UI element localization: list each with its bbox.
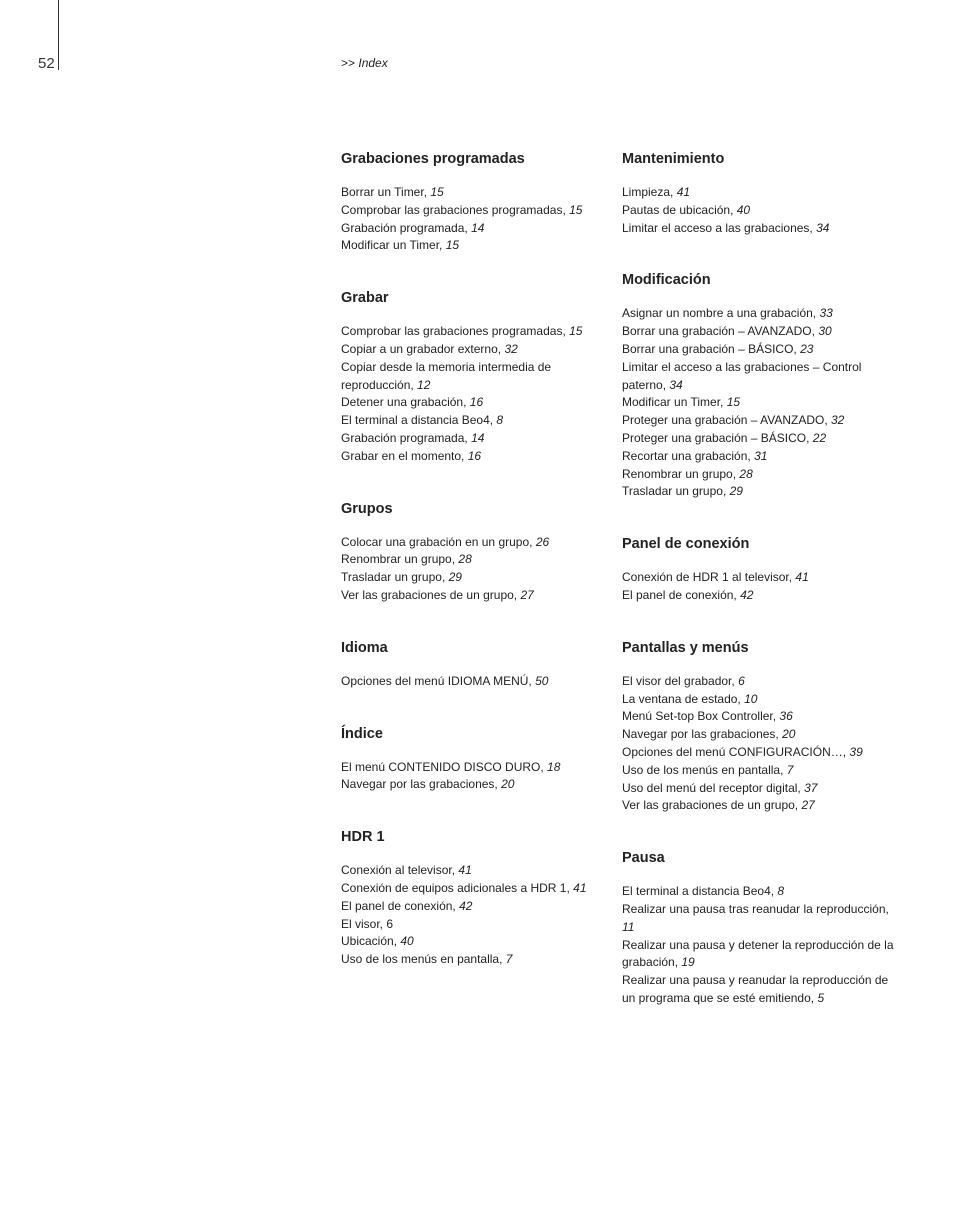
entry-text: Navegar por las grabaciones, <box>341 777 502 792</box>
entry-text: Renombrar un grupo, <box>622 466 740 481</box>
entry-text: El visor del grabador, <box>622 673 739 688</box>
index-entry <box>622 202 897 220</box>
entry-text: Ver las grabaciones de un grupo, <box>622 798 802 813</box>
entry-text: Ubicación, <box>341 934 401 949</box>
index-section <box>622 146 897 237</box>
entry-list <box>341 759 616 795</box>
index-entry <box>622 184 897 202</box>
entry-page-number: 27 <box>801 798 815 813</box>
entry-page-number: 37 <box>804 780 818 795</box>
entry-page-number: 42 <box>459 898 473 913</box>
index-entry <box>622 305 897 323</box>
index-section <box>341 496 616 605</box>
entry-text: Limitar el acceso a las grabaciones, <box>622 220 817 235</box>
entry-page-number: 33 <box>819 306 833 321</box>
entry-text: Conexión al televisor, <box>341 863 459 878</box>
entry-page-number: 28 <box>739 466 753 481</box>
entry-page-number: 22 <box>812 430 827 445</box>
entry-text: Detener una grabación, <box>341 395 470 410</box>
index-entry <box>622 726 897 744</box>
entry-text: Uso del menú del receptor digital, <box>622 780 805 795</box>
index-entry <box>622 972 897 1008</box>
entry-text: La ventana de estado, <box>622 691 745 706</box>
entry-text: Ver las grabaciones de un grupo, <box>341 587 521 602</box>
running-head <box>341 56 388 70</box>
entry-page-number: 12 <box>417 377 431 392</box>
index-section <box>341 285 616 465</box>
index-entry <box>622 708 897 726</box>
index-entry <box>622 762 897 780</box>
index-section <box>341 146 616 255</box>
entry-page-number: 29 <box>729 484 743 499</box>
index-entry <box>622 797 897 815</box>
index-section <box>622 267 897 501</box>
entry-text: Grabar en el momento, <box>341 448 468 463</box>
entry-page-number: 15 <box>569 324 583 339</box>
index-entry <box>622 883 897 901</box>
entry-page-number: 41 <box>676 185 691 199</box>
index-column-left <box>341 146 616 999</box>
entry-page-number: 23 <box>800 341 814 356</box>
index-entry <box>341 184 616 202</box>
section-heading: Modificación <box>622 272 711 289</box>
entry-page-number: 11 <box>622 919 635 934</box>
entry-text: Proteger una grabación – AVANZADO, <box>622 413 831 428</box>
entry-page-number: 42 <box>740 587 754 602</box>
index-entry <box>341 323 616 341</box>
entry-page-number: 41 <box>458 863 472 878</box>
entry-page-number: 18 <box>547 759 561 774</box>
entry-page-number: 16 <box>469 395 484 410</box>
entry-page-number: 34 <box>669 377 683 392</box>
index-entry <box>341 916 616 934</box>
index-section <box>341 721 616 795</box>
entry-list <box>622 569 897 605</box>
entry-page-number: 15 <box>445 238 460 253</box>
entry-page-number: 41 <box>795 570 809 585</box>
entry-list <box>341 534 616 605</box>
index-section <box>341 824 616 969</box>
index-section <box>622 845 897 1008</box>
entry-page-number: 14 <box>471 430 485 445</box>
entry-text: Opciones del menú IDIOMA MENÚ, <box>341 673 536 688</box>
index-section <box>622 635 897 815</box>
index-entry <box>622 359 897 395</box>
entry-page-number: 5 <box>817 990 825 1005</box>
entry-text: Copiar desde la memoria intermedia de reproducción, <box>341 359 552 392</box>
entry-text: Proteger una grabación – BÁSICO, <box>622 430 813 445</box>
entry-text: Comprobar las grabaciones programadas, <box>341 202 570 217</box>
entry-text: Realizar una pausa y reanudar la reproducción de un programa que se esté emitiendo, <box>622 973 889 1005</box>
entry-page-number: 39 <box>849 744 863 759</box>
index-entry <box>622 901 897 937</box>
index-entry <box>622 341 897 359</box>
entry-page-number: 40 <box>736 202 751 217</box>
entry-text: Colocar una grabación en un grupo, <box>341 534 536 549</box>
index-entry <box>341 448 616 466</box>
entry-page-number: 32 <box>831 413 845 428</box>
entry-list <box>341 184 616 255</box>
entry-text: Trasladar un grupo, <box>622 484 730 499</box>
entry-page-number: 34 <box>816 220 830 235</box>
entry-text: El menú CONTENIDO DISCO DURO, <box>341 759 548 774</box>
index-entry <box>341 776 616 794</box>
entry-text: Asignar un nombre a una grabación, <box>622 306 820 321</box>
index-entry <box>341 359 616 395</box>
entry-list <box>341 862 616 969</box>
margin-rule <box>58 0 59 70</box>
entry-text: Pautas de ubicación, <box>622 202 737 217</box>
entry-text: Conexión de HDR 1 al televisor, <box>622 570 796 585</box>
entry-text: Uso de los menús en pantalla, <box>622 762 787 777</box>
entry-text: Copiar a un grabador externo, <box>341 341 505 356</box>
entry-page-number: 27 <box>520 587 534 602</box>
index-entry <box>341 237 616 255</box>
entry-text: Uso de los menús en pantalla, <box>341 952 506 967</box>
entry-page-number: 7 <box>505 952 513 967</box>
entry-page-number: 26 <box>535 534 550 549</box>
entry-text: El terminal a distancia Beo4, <box>622 884 778 899</box>
index-entry <box>341 673 616 691</box>
index-entry <box>622 323 897 341</box>
entry-page-number: 15 <box>430 185 444 199</box>
entry-page-number: 8 <box>777 884 785 899</box>
index-entry <box>341 933 616 951</box>
entry-page-number: 31 <box>754 448 768 463</box>
entry-text: Grabación programada, <box>341 430 472 445</box>
section-heading: Pausa <box>622 850 665 867</box>
entry-page-number: 41 <box>573 880 587 895</box>
index-entry <box>341 569 616 587</box>
entry-text: Modificar un Timer, <box>341 238 446 253</box>
entry-page-number: 8 <box>496 413 504 428</box>
entry-text: Navegar por las grabaciones, <box>622 727 783 742</box>
index-entry <box>341 551 616 569</box>
index-entry <box>622 483 897 501</box>
entry-text: Realizar una pausa tras reanudar la reproducción, <box>622 901 889 916</box>
index-entry <box>341 534 616 552</box>
section-heading: HDR 1 <box>341 829 385 846</box>
entry-page-number: 40 <box>400 934 414 949</box>
index-entry <box>622 220 897 238</box>
entry-text: Trasladar un grupo, <box>341 570 449 585</box>
entry-page-number: 29 <box>448 570 462 585</box>
entry-page-number: 30 <box>818 324 832 339</box>
index-entry <box>622 412 897 430</box>
entry-text: Limitar el acceso a las grabaciones – Control paterno, <box>622 359 862 392</box>
section-heading: Mantenimiento <box>622 151 725 167</box>
entry-text: Borrar un Timer, <box>341 185 431 199</box>
index-entry <box>341 898 616 916</box>
index-entry <box>341 587 616 605</box>
index-entry <box>341 880 616 898</box>
index-entry <box>341 202 616 220</box>
entry-text: Comprobar las grabaciones programadas, <box>341 324 570 339</box>
entry-page-number: 15 <box>569 202 583 217</box>
index-entry <box>622 448 897 466</box>
index-entry <box>341 341 616 359</box>
entry-text: El terminal a distancia Beo4, <box>341 413 497 428</box>
entry-page-number: 28 <box>458 552 472 567</box>
index-entry <box>341 394 616 412</box>
index-entry <box>341 430 616 448</box>
entry-page-number: 10 <box>744 691 758 706</box>
index-entry <box>622 691 897 709</box>
entry-text: El panel de conexión, <box>341 898 460 913</box>
entry-text: El panel de conexión, <box>622 587 741 602</box>
page-number: 52 <box>38 55 55 72</box>
entry-text: Recortar una grabación, <box>622 448 755 463</box>
index-entry <box>341 412 616 430</box>
entry-page-number: 16 <box>467 448 482 463</box>
entry-text: Renombrar un grupo, <box>341 552 459 567</box>
entry-text: Borrar una grabación – AVANZADO, <box>622 324 819 339</box>
entry-page-number: 32 <box>504 341 518 356</box>
index-entry <box>622 466 897 484</box>
entry-text: Menú Set-top Box Controller, <box>622 709 780 724</box>
entry-text: Realizar una pausa y detener la reproducción de la grabación, <box>622 937 894 970</box>
section-heading: Grabaciones programadas <box>341 151 525 167</box>
index-entry <box>622 394 897 412</box>
entry-text: Borrar una grabación – BÁSICO, <box>622 341 801 356</box>
index-entry <box>622 744 897 762</box>
entry-text: Limpieza, <box>622 185 677 199</box>
entry-page-number: 15 <box>726 395 741 410</box>
index-entry <box>622 569 897 587</box>
entry-text: El visor, 6 <box>341 916 394 931</box>
entry-page-number: 50 <box>535 673 549 688</box>
entry-page-number: 14 <box>471 220 485 235</box>
entry-list <box>622 673 897 815</box>
section-heading: Idioma <box>341 639 388 656</box>
index-entry <box>341 951 616 969</box>
entry-list <box>622 883 897 1008</box>
entry-page-number: 6 <box>738 673 745 688</box>
entry-text: Opciones del menú CONFIGURACIÓN…, <box>622 744 850 759</box>
entry-list <box>622 305 897 501</box>
entry-text: Modificar un Timer, <box>622 395 727 410</box>
index-entry <box>622 673 897 691</box>
index-entry <box>622 937 897 973</box>
index-entry <box>622 780 897 798</box>
section-heading: Índice <box>341 725 383 742</box>
section-heading: Panel de conexión <box>622 536 750 553</box>
index-section <box>622 531 897 605</box>
entry-list <box>622 184 897 237</box>
section-heading: Pantallas y menús <box>622 639 749 656</box>
entry-page-number: 20 <box>501 777 515 792</box>
entry-page-number: 20 <box>782 727 796 742</box>
entry-page-number: 36 <box>779 709 793 724</box>
index-entry <box>341 862 616 880</box>
index-entry <box>341 220 616 238</box>
entry-text: Conexión de equipos adicionales a HDR 1, <box>341 880 574 895</box>
entry-page-number: 7 <box>786 762 794 777</box>
entry-text: Grabación programada, <box>341 220 472 235</box>
index-section <box>341 635 616 691</box>
index-column-right <box>622 146 897 1038</box>
index-entry <box>622 587 897 605</box>
entry-list <box>341 673 616 691</box>
index-entry <box>341 759 616 777</box>
section-heading: Grabar <box>341 290 389 307</box>
entry-page-number: 19 <box>681 955 695 970</box>
section-heading: Grupos <box>341 500 393 517</box>
index-entry <box>622 430 897 448</box>
running-head-arrows: >> <box>341 56 356 70</box>
running-head-label: Index <box>358 56 388 70</box>
entry-list <box>341 323 616 465</box>
